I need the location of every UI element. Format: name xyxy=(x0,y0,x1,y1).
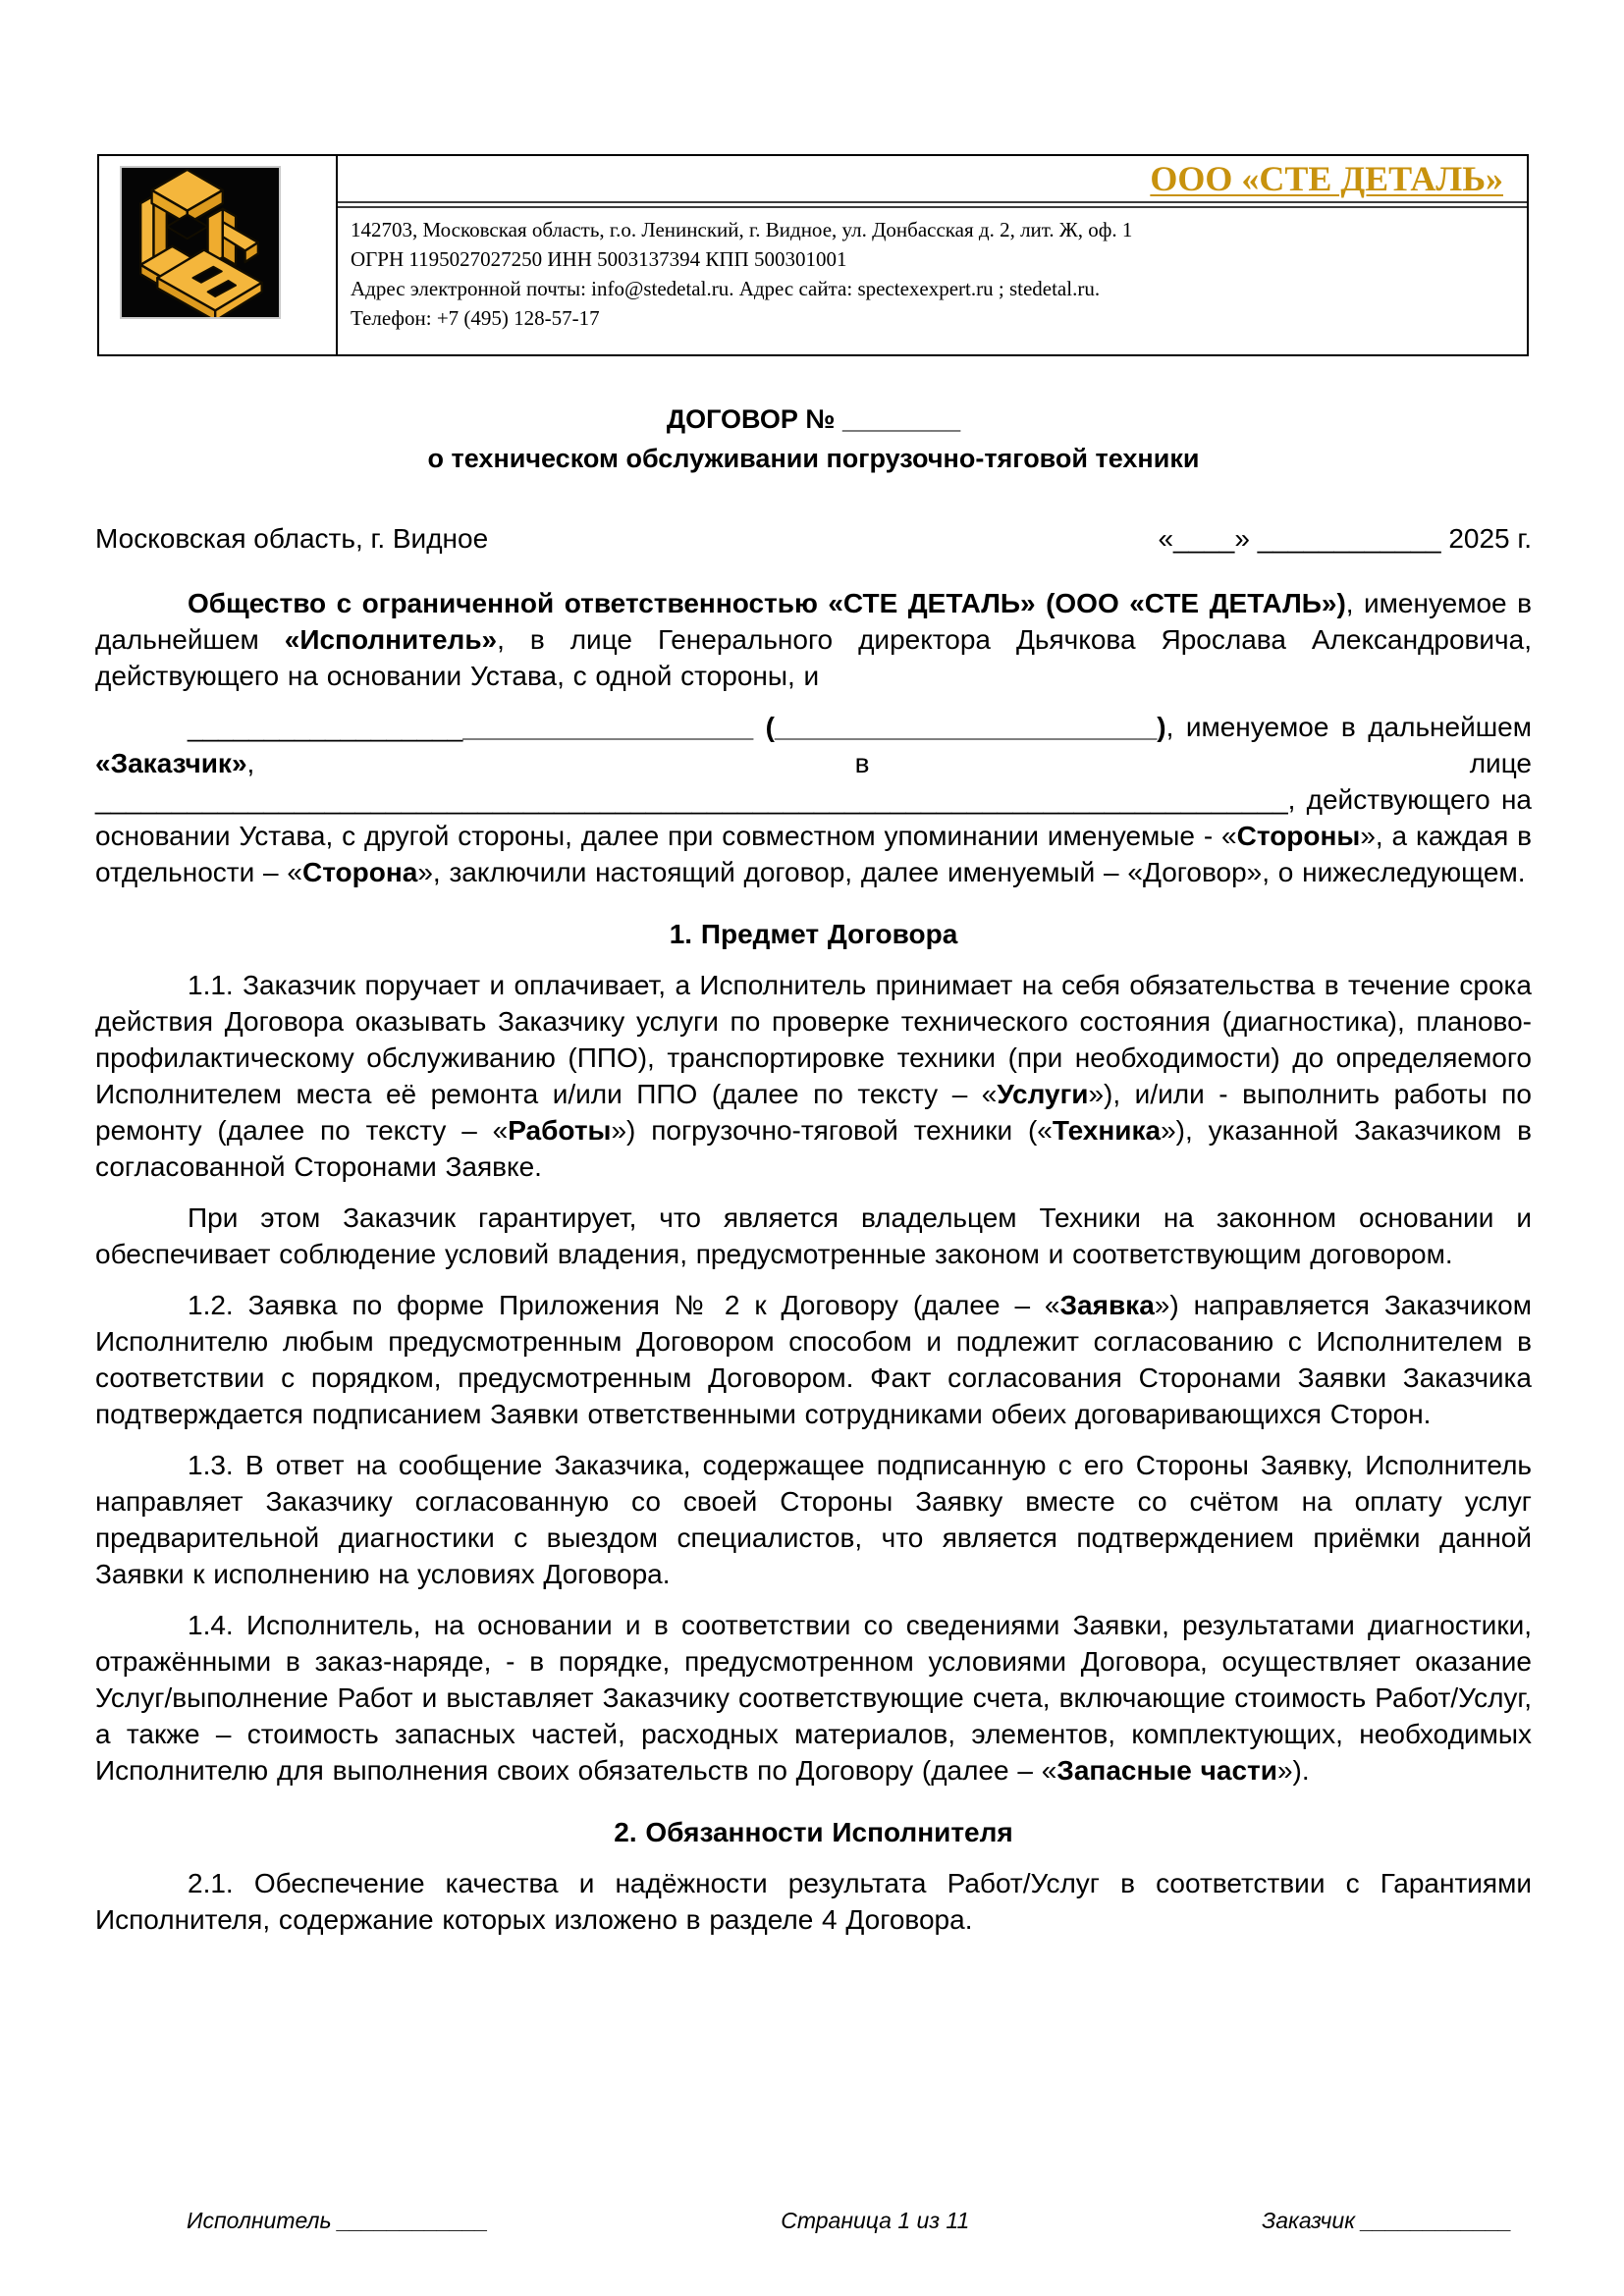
document-title xyxy=(95,400,1532,478)
paragraph: При этом Заказчик гарантирует, что является владельцем Техники на законном основании и обеспечивает соблюдение условий владения, предусмотренные законом и соответствующим договором. xyxy=(95,1202,1532,1269)
place-date-line xyxy=(95,520,1532,557)
double-rule xyxy=(338,201,1527,208)
letterhead-info xyxy=(338,156,1527,354)
section-heading: 2. Обязанности Исполнителя xyxy=(614,1817,1013,1847)
letterhead xyxy=(97,154,1529,356)
contract-subject-line: о техническом обслуживании погрузочно-тяговой техники xyxy=(427,444,1200,473)
page-footer xyxy=(95,2205,1532,2236)
company-phone: Телефон: +7 (495) 128-57-17 xyxy=(351,306,600,330)
company-contacts: Адрес электронной почты: info@stedetal.ru. Адрес сайта: spectexexpert.ru ; stedetal.ru. xyxy=(351,277,1101,300)
footer-page-number: Страница 1 из 11 xyxy=(781,2208,970,2233)
company-name: ООО «СТЕ ДЕТАЛЬ» xyxy=(1150,159,1503,198)
company-registration: ОГРН 1195027027250 ИНН 5003137394 КПП 500301001 xyxy=(351,247,847,271)
paragraph: _____________________________________ (_________________________), именуемое в дальнейшем «Заказчик», в лице ______________________________________________________________________________, действующего на основании Устава, с другой стороны, далее при совместном упоминании именуемые - «Стороны», а каждая в отдельности – «Сторона», заключили настоящий договор, далее именуемый – «Договор», о нижеследующем. xyxy=(95,712,1532,887)
paragraph: 1.1. Заказчик поручает и оплачивает, а Исполнитель принимает на себя обязательства в течение срока действия Договора оказывать Заказчику услуги по проверке технического состояния (диагностика), планово-профилактическому обслуживанию (ППО), транспортировке техники (при необходимости) до определяемого Исполнителем места её ремонта и/или ППО (далее по тексту – «Услуги»), и/или - выполнить работы по ремонту (далее по тексту – «Работы») погрузочно-тяговой техники («Техника»), указанной Заказчиком в согласованной Сторонами Заявке. xyxy=(95,970,1532,1182)
company-address: 142703, Московская область, г.о. Ленинский, г. Видное, ул. Донбасская д. 2, лит. Ж, оф. 1 xyxy=(351,218,1133,241)
body-paragraphs xyxy=(95,585,1532,1952)
date-blank: «____» ____________ 2025 г. xyxy=(1158,523,1532,554)
place-label: Московская область, г. Видное xyxy=(95,523,489,554)
paragraph: 1.3. В ответ на сообщение Заказчика, содержащее подписанную с его Стороны Заявку, Исполнитель направляет Заказчику согласованную со своей Стороны Заявку вместе со счётом на оплату услуг предварительной диагностики с выездом специалистов, что является подтверждением приёмки данной Заявки к исполнению на условиях Договора. xyxy=(95,1450,1532,1589)
company-logo xyxy=(120,166,281,319)
contract-number-line: ДОГОВОР № ________ xyxy=(666,404,961,434)
footer-customer-signature: Заказчик ____________ xyxy=(1262,2208,1512,2233)
paragraph: 2.1. Обеспечение качества и надёжности результата Работ/Услуг в соответствии с Гарантиями Исполнителя, содержание которых изложено в разделе 4 Договора. xyxy=(95,1868,1532,1935)
section-heading: 1. Предмет Договора xyxy=(669,919,958,949)
footer-executor-signature: Исполнитель ____________ xyxy=(187,2208,489,2233)
ste-detal-logo-icon xyxy=(122,168,279,317)
paragraph: Общество с ограниченной ответственностью «СТЕ ДЕТАЛЬ» (ООО «СТЕ ДЕТАЛЬ»), именуемое в дальнейшем «Исполнитель», в лице Генерального директора Дьячкова Ярослава Александровича, действующего на основании Устава, с одной стороны, и xyxy=(95,588,1532,691)
paragraph: 1.4. Исполнитель, на основании и в соответствии со сведениями Заявки, результатами диагностики, отражёнными в заказ-наряде, - в порядке, предусмотренном условиями Договора, осуществляет оказание Услуг/выполнение Работ и выставляет Заказчику соответствующие счета, включающие стоимость Работ/Услуг, а также – стоимость запасных частей, расходных материалов, элементов, комплектующих, необходимых Исполнителю для выполнения своих обязательств по Договору (далее – «Запасные части»). xyxy=(95,1610,1532,1786)
paragraph: 1.2. Заявка по форме Приложения № 2 к Договору (далее – «Заявка») направляется Заказчиком Исполнителю любым предусмотренным Договором способом и подлежит согласованию с Исполнителем в соответствии с порядком, предусмотренным Договором. Факт согласования Сторонами Заявки Заказчика подтверждается подписанием Заявки ответственными сотрудниками обеих договаривающихся Сторон. xyxy=(95,1290,1533,1429)
logo-cell xyxy=(99,156,338,354)
company-details xyxy=(338,208,1527,333)
